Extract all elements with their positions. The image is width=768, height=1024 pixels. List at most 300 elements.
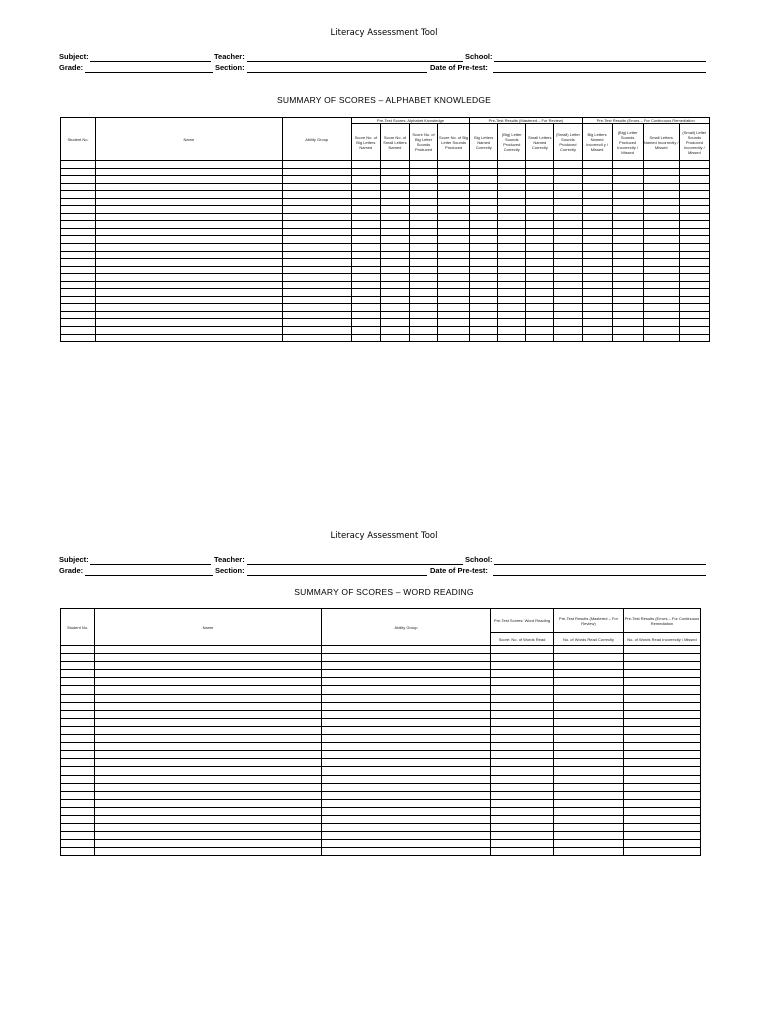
table-cell[interactable] [554,161,582,169]
table-cell[interactable] [643,274,679,282]
table-cell[interactable] [498,183,526,191]
table-cell[interactable] [612,281,643,289]
table-cell[interactable] [61,670,95,678]
table-cell[interactable] [380,266,409,274]
table-cell[interactable] [643,206,679,214]
table-cell[interactable] [554,775,624,783]
table-cell[interactable] [61,213,96,221]
table-cell[interactable] [282,206,351,214]
table-cell[interactable] [624,654,701,662]
table-cell[interactable] [612,161,643,169]
table-cell[interactable] [624,686,701,694]
table-cell[interactable] [96,244,283,252]
table-cell[interactable] [554,304,582,312]
table-cell[interactable] [526,244,554,252]
table-cell[interactable] [643,244,679,252]
table-cell[interactable] [61,840,95,848]
table-cell[interactable] [96,191,283,199]
table-cell[interactable] [526,161,554,169]
table-cell[interactable] [61,281,96,289]
table-cell[interactable] [380,289,409,297]
table-cell[interactable] [554,718,624,726]
table-cell[interactable] [526,191,554,199]
table-cell[interactable] [554,213,582,221]
table-cell[interactable] [554,735,624,743]
table-cell[interactable] [498,198,526,206]
table-cell[interactable] [491,735,554,743]
table-cell[interactable] [61,783,95,791]
table-cell[interactable] [351,251,380,259]
table-cell[interactable] [624,662,701,670]
table-cell[interactable] [61,694,95,702]
table-cell[interactable] [95,710,322,718]
table-cell[interactable] [282,244,351,252]
school-field[interactable] [494,564,706,565]
table-cell[interactable] [498,244,526,252]
table-cell[interactable] [95,702,322,710]
table-cell[interactable] [282,183,351,191]
table-cell[interactable] [679,296,709,304]
table-cell[interactable] [380,304,409,312]
table-cell[interactable] [582,266,612,274]
table-cell[interactable] [526,251,554,259]
table-cell[interactable] [96,311,283,319]
table-cell[interactable] [322,775,491,783]
table-cell[interactable] [61,191,96,199]
table-cell[interactable] [643,236,679,244]
table-cell[interactable] [554,840,624,848]
table-cell[interactable] [526,334,554,342]
table-cell[interactable] [61,161,96,169]
table-cell[interactable] [612,191,643,199]
table-cell[interactable] [470,266,498,274]
table-cell[interactable] [582,289,612,297]
table-cell[interactable] [409,327,437,335]
table-cell[interactable] [322,751,491,759]
table-cell[interactable] [380,244,409,252]
table-cell[interactable] [322,807,491,815]
table-cell[interactable] [95,646,322,654]
table-cell[interactable] [351,221,380,229]
table-cell[interactable] [95,686,322,694]
table-cell[interactable] [498,281,526,289]
table-cell[interactable] [96,213,283,221]
table-cell[interactable] [624,670,701,678]
table-cell[interactable] [61,678,95,686]
table-cell[interactable] [643,296,679,304]
table-cell[interactable] [409,311,437,319]
table-cell[interactable] [351,213,380,221]
table-cell[interactable] [438,274,470,282]
table-cell[interactable] [95,791,322,799]
table-cell[interactable] [643,289,679,297]
table-cell[interactable] [95,743,322,751]
table-cell[interactable] [351,183,380,191]
table-cell[interactable] [491,767,554,775]
school-field[interactable] [494,61,706,62]
table-cell[interactable] [554,848,624,856]
table-cell[interactable] [582,244,612,252]
table-cell[interactable] [554,646,624,654]
table-cell[interactable] [438,221,470,229]
table-cell[interactable] [679,334,709,342]
subject-field[interactable] [90,61,211,62]
table-cell[interactable] [438,176,470,184]
table-cell[interactable] [438,236,470,244]
table-cell[interactable] [526,259,554,267]
table-cell[interactable] [95,670,322,678]
table-cell[interactable] [679,311,709,319]
table-cell[interactable] [554,662,624,670]
table-cell[interactable] [679,213,709,221]
table-cell[interactable] [624,759,701,767]
table-cell[interactable] [612,236,643,244]
table-cell[interactable] [470,191,498,199]
table-cell[interactable] [322,718,491,726]
table-cell[interactable] [554,654,624,662]
table-cell[interactable] [554,327,582,335]
table-cell[interactable] [679,236,709,244]
table-cell[interactable] [470,296,498,304]
table-cell[interactable] [61,251,96,259]
table-cell[interactable] [526,168,554,176]
table-cell[interactable] [612,251,643,259]
table-cell[interactable] [498,266,526,274]
table-cell[interactable] [526,183,554,191]
table-cell[interactable] [61,824,95,832]
table-cell[interactable] [554,191,582,199]
table-cell[interactable] [470,289,498,297]
table-cell[interactable] [438,168,470,176]
table-cell[interactable] [554,198,582,206]
table-cell[interactable] [470,221,498,229]
table-cell[interactable] [61,266,96,274]
table-cell[interactable] [554,319,582,327]
table-cell[interactable] [643,168,679,176]
table-cell[interactable] [96,183,283,191]
table-cell[interactable] [491,783,554,791]
table-cell[interactable] [491,824,554,832]
table-cell[interactable] [380,213,409,221]
table-cell[interactable] [351,319,380,327]
table-cell[interactable] [491,791,554,799]
table-cell[interactable] [554,289,582,297]
table-cell[interactable] [612,198,643,206]
table-cell[interactable] [96,274,283,282]
table-cell[interactable] [624,775,701,783]
table-cell[interactable] [409,244,437,252]
table-cell[interactable] [322,791,491,799]
table-cell[interactable] [612,274,643,282]
table-cell[interactable] [582,304,612,312]
table-cell[interactable] [491,646,554,654]
table-cell[interactable] [409,206,437,214]
table-cell[interactable] [498,176,526,184]
table-cell[interactable] [351,281,380,289]
table-cell[interactable] [438,266,470,274]
table-cell[interactable] [679,304,709,312]
table-cell[interactable] [96,206,283,214]
table-cell[interactable] [526,289,554,297]
table-cell[interactable] [380,168,409,176]
table-cell[interactable] [470,334,498,342]
table-cell[interactable] [624,799,701,807]
table-cell[interactable] [95,775,322,783]
table-cell[interactable] [612,304,643,312]
table-cell[interactable] [409,334,437,342]
table-cell[interactable] [96,176,283,184]
table-cell[interactable] [612,311,643,319]
table-cell[interactable] [96,334,283,342]
table-cell[interactable] [96,259,283,267]
table-cell[interactable] [643,176,679,184]
table-cell[interactable] [624,815,701,823]
table-cell[interactable] [624,848,701,856]
table-cell[interactable] [322,654,491,662]
table-cell[interactable] [624,735,701,743]
table-cell[interactable] [470,311,498,319]
table-cell[interactable] [96,228,283,236]
table-cell[interactable] [526,319,554,327]
table-cell[interactable] [96,319,283,327]
table-cell[interactable] [95,824,322,832]
table-cell[interactable] [554,751,624,759]
table-cell[interactable] [96,327,283,335]
table-cell[interactable] [643,334,679,342]
table-cell[interactable] [95,815,322,823]
table-cell[interactable] [624,718,701,726]
table-cell[interactable] [679,281,709,289]
table-cell[interactable] [96,236,283,244]
table-cell[interactable] [380,191,409,199]
table-cell[interactable] [498,304,526,312]
table-cell[interactable] [409,281,437,289]
table-cell[interactable] [380,236,409,244]
table-cell[interactable] [491,662,554,670]
table-cell[interactable] [61,176,96,184]
table-cell[interactable] [643,191,679,199]
table-cell[interactable] [282,266,351,274]
table-cell[interactable] [282,289,351,297]
table-cell[interactable] [526,327,554,335]
table-cell[interactable] [491,678,554,686]
table-cell[interactable] [643,311,679,319]
table-cell[interactable] [582,251,612,259]
table-cell[interactable] [282,281,351,289]
table-cell[interactable] [61,726,95,734]
table-cell[interactable] [351,161,380,169]
table-cell[interactable] [322,759,491,767]
table-cell[interactable] [643,161,679,169]
table-cell[interactable] [554,807,624,815]
table-cell[interactable] [438,206,470,214]
table-cell[interactable] [554,206,582,214]
table-cell[interactable] [322,815,491,823]
table-cell[interactable] [409,289,437,297]
table-cell[interactable] [624,646,701,654]
table-cell[interactable] [679,228,709,236]
table-cell[interactable] [679,259,709,267]
table-cell[interactable] [409,168,437,176]
table-cell[interactable] [643,304,679,312]
table-cell[interactable] [554,244,582,252]
table-cell[interactable] [322,848,491,856]
table-cell[interactable] [643,183,679,191]
table-cell[interactable] [582,213,612,221]
table-cell[interactable] [491,670,554,678]
table-cell[interactable] [95,654,322,662]
date-field[interactable] [493,72,706,73]
table-cell[interactable] [643,259,679,267]
table-cell[interactable] [491,726,554,734]
table-cell[interactable] [554,824,624,832]
table-cell[interactable] [526,236,554,244]
table-cell[interactable] [624,694,701,702]
table-cell[interactable] [322,670,491,678]
table-cell[interactable] [498,228,526,236]
table-cell[interactable] [61,735,95,743]
table-cell[interactable] [61,751,95,759]
table-cell[interactable] [679,244,709,252]
table-cell[interactable] [409,191,437,199]
table-cell[interactable] [282,236,351,244]
table-cell[interactable] [322,783,491,791]
table-cell[interactable] [409,213,437,221]
table-cell[interactable] [96,296,283,304]
table-cell[interactable] [438,161,470,169]
table-cell[interactable] [322,832,491,840]
table-cell[interactable] [526,176,554,184]
table-cell[interactable] [409,259,437,267]
table-cell[interactable] [380,221,409,229]
section-field[interactable] [247,72,427,73]
table-cell[interactable] [679,221,709,229]
table-cell[interactable] [61,334,96,342]
table-cell[interactable] [380,319,409,327]
table-cell[interactable] [491,743,554,751]
table-cell[interactable] [322,840,491,848]
table-cell[interactable] [380,296,409,304]
table-cell[interactable] [61,799,95,807]
table-cell[interactable] [61,654,95,662]
table-cell[interactable] [438,304,470,312]
table-cell[interactable] [554,791,624,799]
table-cell[interactable] [61,702,95,710]
table-cell[interactable] [282,327,351,335]
table-cell[interactable] [582,176,612,184]
table-cell[interactable] [679,176,709,184]
table-cell[interactable] [61,304,96,312]
table-cell[interactable] [282,161,351,169]
table-cell[interactable] [61,259,96,267]
table-cell[interactable] [582,191,612,199]
table-cell[interactable] [380,274,409,282]
table-cell[interactable] [95,759,322,767]
table-cell[interactable] [491,718,554,726]
table-cell[interactable] [554,767,624,775]
table-cell[interactable] [470,274,498,282]
table-cell[interactable] [612,183,643,191]
table-cell[interactable] [498,327,526,335]
table-cell[interactable] [554,176,582,184]
table-cell[interactable] [612,259,643,267]
table-cell[interactable] [491,799,554,807]
table-cell[interactable] [498,274,526,282]
table-cell[interactable] [643,327,679,335]
table-cell[interactable] [322,710,491,718]
table-cell[interactable] [624,791,701,799]
table-cell[interactable] [498,289,526,297]
table-cell[interactable] [624,767,701,775]
table-cell[interactable] [351,259,380,267]
table-cell[interactable] [351,334,380,342]
table-cell[interactable] [380,251,409,259]
table-cell[interactable] [554,281,582,289]
table-cell[interactable] [95,799,322,807]
table-cell[interactable] [526,198,554,206]
table-cell[interactable] [554,832,624,840]
table-cell[interactable] [612,266,643,274]
table-cell[interactable] [351,327,380,335]
table-cell[interactable] [438,183,470,191]
table-cell[interactable] [61,206,96,214]
table-cell[interactable] [438,191,470,199]
table-cell[interactable] [498,311,526,319]
table-cell[interactable] [612,228,643,236]
table-cell[interactable] [96,221,283,229]
table-cell[interactable] [470,259,498,267]
table-cell[interactable] [409,183,437,191]
table-cell[interactable] [554,311,582,319]
table-cell[interactable] [95,694,322,702]
table-cell[interactable] [582,228,612,236]
table-cell[interactable] [380,206,409,214]
date-field[interactable] [493,575,706,576]
table-cell[interactable] [61,646,95,654]
table-cell[interactable] [554,221,582,229]
table-cell[interactable] [438,244,470,252]
table-cell[interactable] [624,710,701,718]
table-cell[interactable] [643,221,679,229]
section-field[interactable] [247,575,427,576]
table-cell[interactable] [470,206,498,214]
table-cell[interactable] [498,206,526,214]
table-cell[interactable] [498,296,526,304]
table-cell[interactable] [409,221,437,229]
table-cell[interactable] [554,274,582,282]
table-cell[interactable] [554,799,624,807]
table-cell[interactable] [61,662,95,670]
table-cell[interactable] [526,304,554,312]
table-cell[interactable] [322,694,491,702]
table-cell[interactable] [322,824,491,832]
table-cell[interactable] [554,183,582,191]
table-cell[interactable] [61,759,95,767]
table-cell[interactable] [624,726,701,734]
table-cell[interactable] [612,221,643,229]
table-cell[interactable] [282,221,351,229]
table-cell[interactable] [380,198,409,206]
table-cell[interactable] [491,807,554,815]
table-cell[interactable] [679,274,709,282]
table-cell[interactable] [380,311,409,319]
table-cell[interactable] [438,334,470,342]
table-cell[interactable] [498,259,526,267]
table-cell[interactable] [61,221,96,229]
table-cell[interactable] [470,281,498,289]
table-cell[interactable] [380,161,409,169]
table-cell[interactable] [582,319,612,327]
